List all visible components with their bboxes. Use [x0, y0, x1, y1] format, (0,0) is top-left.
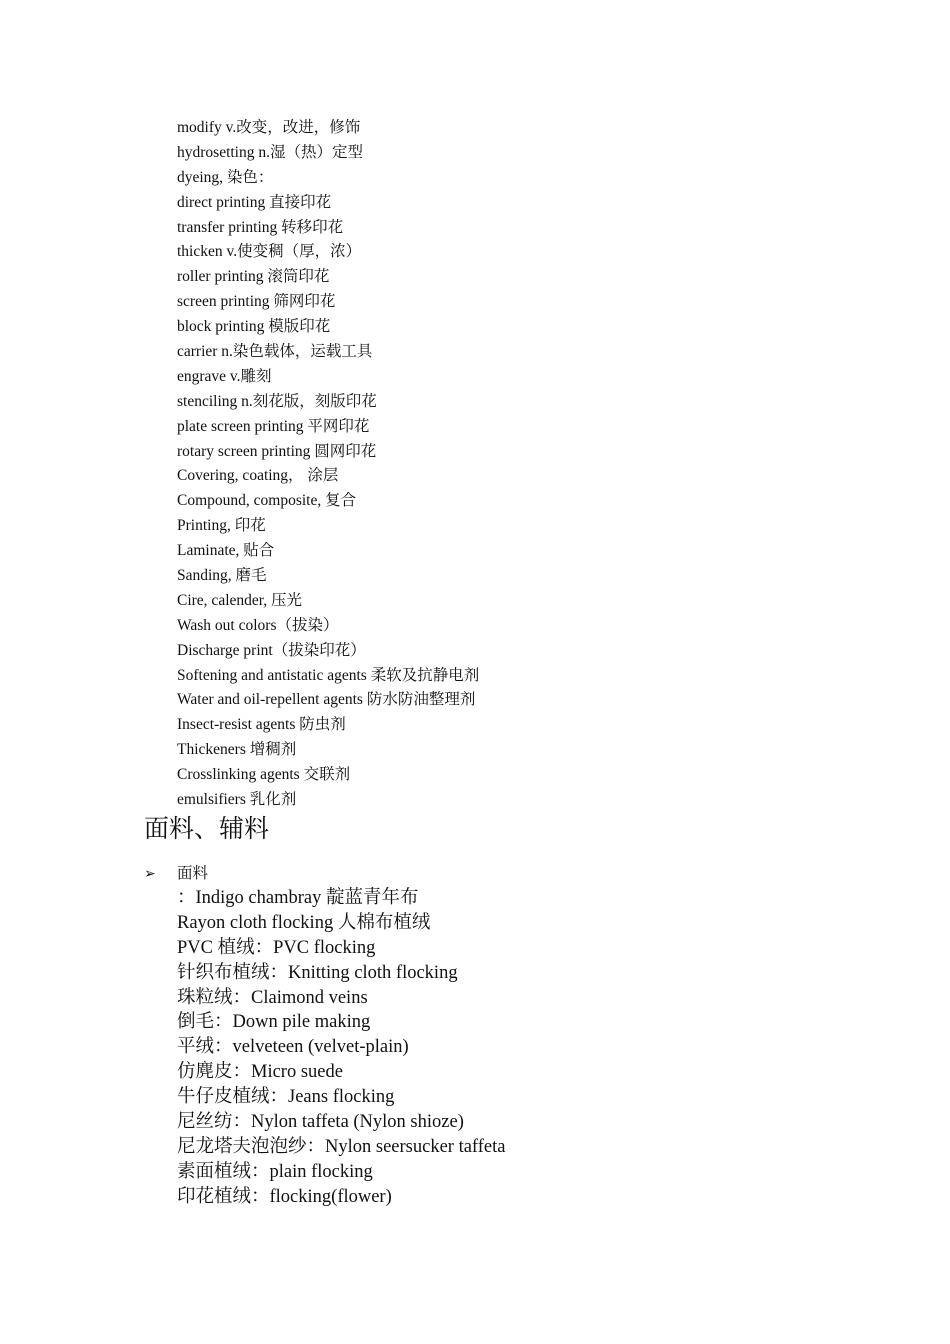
term-item: modify v.改变，改进，修饰	[177, 119, 361, 136]
fabric-item: PVC 植绒：PVC flocking	[177, 937, 376, 958]
term-item: thicken v.使变稠（厚，浓）	[177, 243, 362, 261]
term-item: dyeing, 染色：	[177, 168, 274, 186]
term-item: Insect-resist agents 防虫剂	[177, 716, 346, 734]
fabric-item: 平绒：velveteen (velvet-plain)	[177, 1037, 409, 1058]
fabric-list	[177, 886, 505, 1210]
term-item: block printing 模版印花	[177, 318, 331, 336]
term-item: transfer printing 转移印花	[177, 218, 344, 236]
term-item: Wash out colors（拔染）	[177, 616, 339, 634]
term-item: roller printing 滚筒印花	[177, 268, 330, 286]
term-item: Printing, 印花	[177, 517, 266, 535]
fabric-item: 针织布植绒：Knitting cloth flocking	[177, 962, 458, 983]
fabric-item: 尼龙塔夫泡泡纱：Nylon seersucker taffeta	[177, 1136, 506, 1157]
term-item: Discharge print（拔染印花）	[177, 641, 366, 659]
fabric-item: 倒毛：Down pile making	[177, 1012, 371, 1033]
term-item: Laminate, 贴合	[177, 542, 275, 560]
fabric-item: 珠粒绒：Claimond veins	[177, 987, 368, 1008]
term-item: Crosslinking agents 交联剂	[177, 766, 351, 784]
bullet-label: 面料	[177, 865, 209, 882]
term-item: plate screen printing 平网印花	[177, 417, 370, 435]
term-item: emulsifiers 乳化剂	[177, 791, 297, 809]
fabric-item: 牛仔皮植绒：Jeans flocking	[177, 1087, 395, 1108]
fabric-item: ：Indigo chambray 靛蓝青年布	[177, 888, 419, 908]
bullet-item	[144, 863, 208, 885]
fabric-item: 尼丝纺：Nylon taffeta (Nylon shioze)	[177, 1112, 464, 1133]
term-item: carrier n.染色载体，运载工具	[177, 343, 373, 361]
fabric-item: Rayon cloth flocking 人棉布植绒	[177, 912, 431, 933]
term-item: Compound, composite, 复合	[177, 492, 357, 510]
arrowhead-bullet-icon: ➢	[144, 866, 156, 882]
term-item: Cire, calender, 压光	[177, 591, 303, 609]
term-item: Sanding, 磨毛	[177, 567, 267, 585]
term-item: Covering, coating， 涂层	[177, 467, 339, 485]
term-list	[177, 116, 479, 813]
term-item: engrave v.雕刻	[177, 367, 272, 385]
term-item: stenciling n.刻花版，刻版印花	[177, 392, 377, 410]
fabric-item: 素面植绒：plain flocking	[177, 1161, 373, 1182]
term-item: screen printing 筛网印花	[177, 293, 336, 311]
term-item: hydrosetting n.湿（热）定型	[177, 143, 363, 161]
section-heading: 面料、辅料	[144, 816, 270, 843]
term-item: Water and oil-repellent agents 防水防油整理剂	[177, 691, 476, 709]
term-item: Thickeners 增稠剂	[177, 741, 297, 759]
term-item: rotary screen printing 圆网印花	[177, 442, 377, 460]
fabric-item: 仿麂皮：Micro suede	[177, 1062, 343, 1083]
term-item: direct printing 直接印花	[177, 193, 332, 211]
fabric-item: 印花植绒：flocking(flower)	[177, 1186, 392, 1207]
term-item: Softening and antistatic agents 柔软及抗静电剂	[177, 666, 480, 684]
